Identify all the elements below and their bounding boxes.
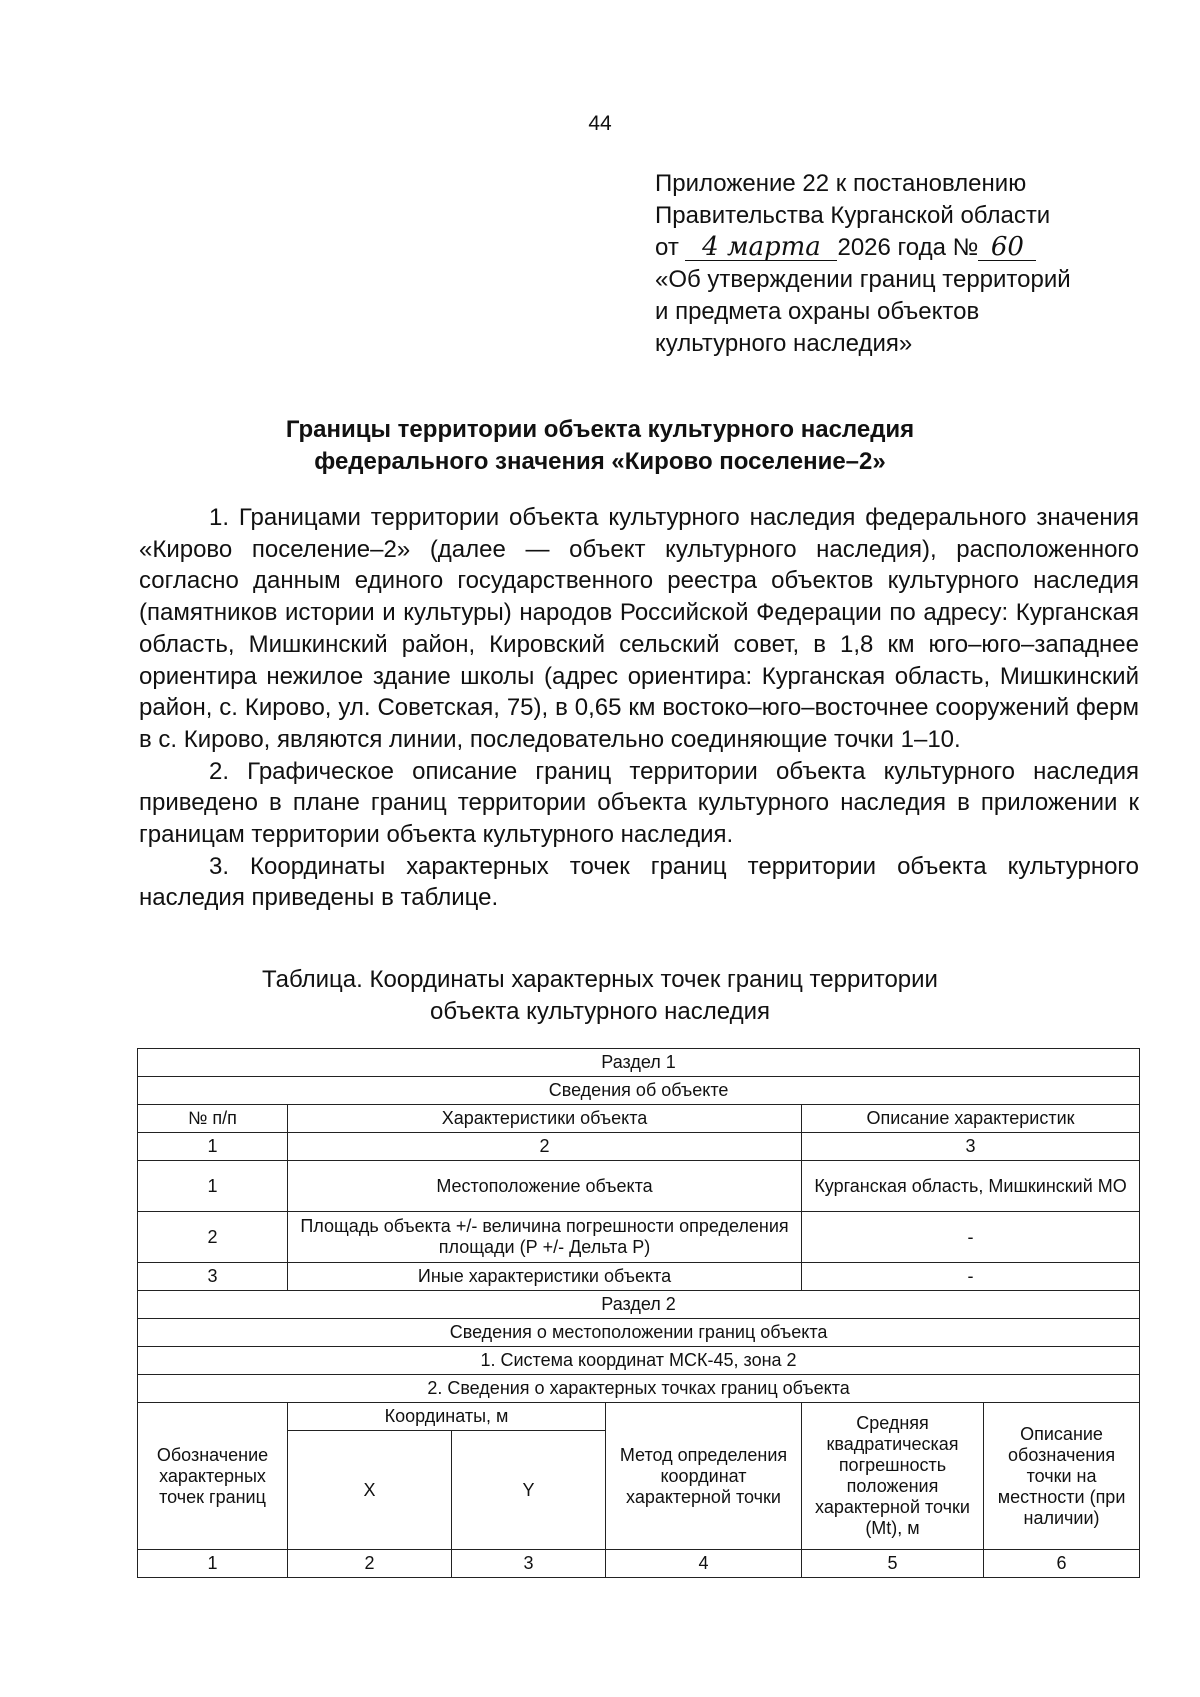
row-characteristic: Местоположение объекта xyxy=(288,1161,802,1212)
paragraph-3: 3. Координаты характерных точек границ территории объекта культурного наследия приведены в таблице. xyxy=(139,852,1139,912)
appendix-line-5: и предмета охраны объектов xyxy=(655,298,980,325)
header-y: Y xyxy=(452,1431,606,1550)
row-characteristic: Площадь объекта +/- величина погрешности определения площади (Р +/- Дельта Р) xyxy=(288,1212,802,1263)
appendix-header xyxy=(655,168,1175,360)
bottom-column-number: 4 xyxy=(606,1550,802,1578)
page-number: 44 xyxy=(588,112,612,135)
table-row xyxy=(138,1263,1140,1291)
column-number-cell: 2 xyxy=(288,1133,802,1161)
handwritten-date: 4 марта xyxy=(685,234,837,261)
table-caption xyxy=(0,964,1200,1028)
header-characteristics: Характеристики объекта xyxy=(288,1105,802,1133)
appendix-line-4: «Об утверждении границ территорий xyxy=(655,266,1071,293)
row-number: 3 xyxy=(138,1263,288,1291)
points-info-title: 2. Сведения о характерных точках границ объекта xyxy=(138,1375,1140,1403)
header-point-description: Описание обозначения точки на местности (при наличии) xyxy=(984,1403,1140,1550)
section-2-title: Раздел 2 xyxy=(138,1291,1140,1319)
table-row xyxy=(138,1212,1140,1263)
coordinate-system: 1. Система координат МСК-45, зона 2 xyxy=(138,1347,1140,1375)
bottom-column-number: 1 xyxy=(138,1550,288,1578)
row-description: Курганская область, Мишкинский МО xyxy=(802,1161,1140,1212)
table-row xyxy=(138,1161,1140,1212)
table-caption-line-1: Таблица. Координаты характерных точек границ территории xyxy=(262,966,938,993)
header-description: Описание характеристик xyxy=(802,1105,1140,1133)
document-heading xyxy=(0,414,1200,478)
row-description: - xyxy=(802,1212,1140,1263)
header-method: Метод определения координат характерной точки xyxy=(606,1403,802,1550)
object-info-title: Сведения об объекте xyxy=(138,1077,1140,1105)
header-designation: Обозначение характерных точек границ xyxy=(138,1403,288,1550)
header-x: X xyxy=(288,1431,452,1550)
column-number-cell: 1 xyxy=(138,1133,288,1161)
row-characteristic: Иные характеристики объекта xyxy=(288,1263,802,1291)
row-description: - xyxy=(802,1263,1140,1291)
header-coordinates: Координаты, м xyxy=(288,1403,606,1431)
bottom-column-number: 3 xyxy=(452,1550,606,1578)
appendix-line-6: культурного наследия» xyxy=(655,330,913,357)
heading-line-1: Границы территории объекта культурного наследия xyxy=(285,416,915,443)
bottom-column-number: 6 xyxy=(984,1550,1140,1578)
coordinates-table xyxy=(137,1048,1140,1578)
section-1-title: Раздел 1 xyxy=(138,1049,1140,1077)
bottom-column-number: 2 xyxy=(288,1550,452,1578)
row-number: 1 xyxy=(138,1161,288,1212)
appendix-line-1: Приложение 22 к постановлению xyxy=(655,170,1027,197)
row-number: 2 xyxy=(138,1212,288,1263)
handwritten-number: 60 xyxy=(978,234,1036,261)
table-caption-line-2: объекта культурного наследия xyxy=(429,998,771,1025)
appendix-line-2: Правительства Курганской области xyxy=(655,202,1051,229)
paragraph-2: 2. Графическое описание границ территории объекта культурного наследия приведено в плане границ территории объекта культурного наследия в приложении к границам территории объекта культурного наследия. xyxy=(139,757,1139,849)
document-body xyxy=(139,502,1139,914)
location-info-title: Сведения о местоположении границ объекта xyxy=(138,1319,1140,1347)
header-number: № п/п xyxy=(138,1105,288,1133)
column-number-cell: 3 xyxy=(802,1133,1140,1161)
date-prefix: от xyxy=(655,234,679,261)
appendix-date-line xyxy=(655,232,1175,264)
header-error: Средняя квадратическая погрешность положения характерной точки (Mt), м xyxy=(802,1403,984,1550)
heading-line-2: федерального значения «Кирово поселение–2» xyxy=(314,448,886,475)
paragraph-1: 1. Границами территории объекта культурного наследия федерального значения «Кирово поселение–2» (далее — объект культурного наследия), расположенного согласно данным единого государственного реестра объектов культурного наследия (памятников истории и культуры) народов Российской Федерации по адресу: Курганская область, Мишкинский район, Кировский сельский совет, в 1,8 км юго–юго–западнее ориентира нежилое здание школы (адрес ориентира: Курганская область, Мишкинский район, с. Кирово, ул. Советская, 75), в 0,65 км востоко–юго–восточнее сооружений ферм в с. Кирово, являются линии, последовательно соединяющие точки 1–10. xyxy=(139,504,1139,753)
year-text: 2026 года № xyxy=(837,234,979,261)
bottom-column-number: 5 xyxy=(802,1550,984,1578)
